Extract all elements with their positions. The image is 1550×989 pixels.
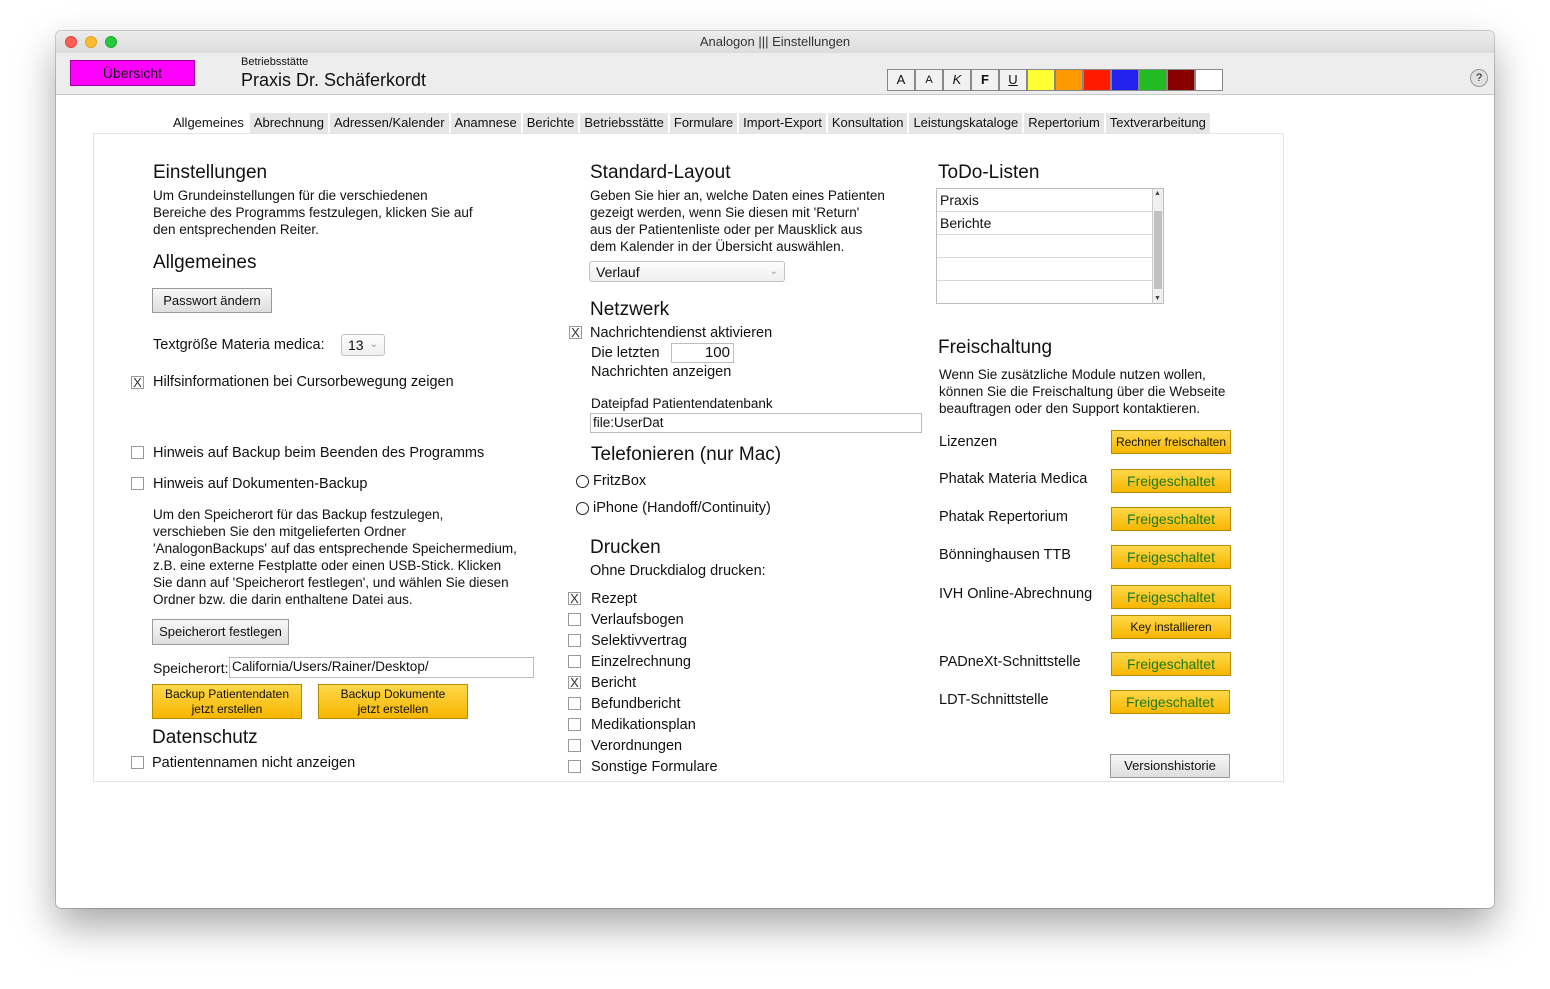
standard-layout-select[interactable] bbox=[589, 261, 785, 282]
textgroesse-value: 13 bbox=[348, 337, 364, 353]
tab-anamnese[interactable]: Anamnese bbox=[451, 113, 521, 133]
tab-import-export[interactable]: Import-Export bbox=[739, 113, 826, 133]
tab-leistungskataloge[interactable]: Leistungskataloge bbox=[909, 113, 1022, 133]
key-installieren-button[interactable]: Key installieren bbox=[1111, 615, 1231, 639]
tab-adressen-kalender[interactable]: Adressen/Kalender bbox=[330, 113, 449, 133]
standard-layout-text-line: Geben Sie hier an, welche Daten eines Patienten bbox=[590, 188, 885, 203]
font-size-large-button[interactable]: A bbox=[887, 69, 915, 91]
betriebsstaette-name: Praxis Dr. Schäferkordt bbox=[241, 70, 427, 90]
zoom-window-button[interactable] bbox=[105, 36, 117, 48]
module-label-phatak-rep: Phatak Repertorium bbox=[939, 509, 1068, 525]
scroll-down-icon[interactable]: ▼ bbox=[1154, 295, 1161, 302]
todo-item[interactable] bbox=[937, 281, 1153, 304]
allgemeines-title: Allgemeines bbox=[153, 252, 257, 273]
speicherort-text bbox=[153, 506, 517, 608]
hilfsinformationen-checkbox[interactable]: X bbox=[131, 376, 144, 389]
module-status-phatak-rep[interactable]: Freigeschaltet bbox=[1111, 507, 1231, 531]
einstellungen-text-line: Um Grundeinstellungen für die verschiedenen bbox=[153, 188, 428, 203]
chevron-down-icon: ⌄ bbox=[369, 339, 378, 350]
einstellungen-title: Einstellungen bbox=[153, 162, 268, 183]
todo-scrollbar[interactable] bbox=[1152, 189, 1163, 303]
color-swatch-green[interactable] bbox=[1139, 69, 1167, 91]
versionshistorie-button[interactable]: Versionshistorie bbox=[1110, 754, 1230, 778]
tab-betriebsstaette[interactable]: Betriebsstätte bbox=[580, 113, 668, 133]
einstellungen-text-line: den entsprechenden Reiter. bbox=[153, 222, 319, 237]
lizenzen-label: Lizenzen bbox=[939, 434, 998, 450]
tab-konsultation[interactable]: Konsultation bbox=[828, 113, 908, 133]
dokumenten-backup-label: Hinweis auf Dokumenten-Backup bbox=[153, 476, 368, 492]
dateipfad-label: Dateipfad Patientendatenbank bbox=[591, 396, 773, 411]
drucken-verlaufsbogen-label: Verlaufsbogen bbox=[591, 612, 684, 628]
tab-abrechnung[interactable]: Abrechnung bbox=[250, 113, 328, 133]
close-window-button[interactable] bbox=[65, 36, 77, 48]
rechner-freischalten-button[interactable]: Rechner freischalten bbox=[1111, 430, 1231, 454]
module-status-padnext[interactable]: Freigeschaltet bbox=[1111, 652, 1231, 676]
scroll-up-icon[interactable]: ▲ bbox=[1154, 190, 1161, 197]
hilfsinformationen-label: Hilfsinformationen bei Cursorbewegung zeigen bbox=[153, 374, 454, 390]
standard-layout-title: Standard-Layout bbox=[590, 162, 731, 183]
module-status-boenninghausen[interactable]: Freigeschaltet bbox=[1111, 545, 1231, 569]
drucken-bericht-label: Bericht bbox=[591, 675, 637, 691]
nachrichtendienst-label: Nachrichtendienst aktivieren bbox=[590, 325, 773, 341]
window-title: Analogon ||| Einstellungen bbox=[699, 34, 851, 49]
drucken-sonstige-checkbox[interactable] bbox=[568, 760, 581, 773]
todo-scroll-thumb[interactable] bbox=[1154, 211, 1162, 289]
standard-layout-value: Verlauf bbox=[596, 264, 640, 280]
app-window bbox=[56, 31, 1494, 908]
drucken-einzelrechnung-checkbox[interactable] bbox=[568, 655, 581, 668]
backup-patientendaten-button[interactable] bbox=[152, 684, 302, 719]
betriebsstaette-label: Betriebsstätte bbox=[241, 56, 309, 68]
italic-button[interactable]: K bbox=[943, 69, 971, 91]
todo-title: ToDo-Listen bbox=[938, 162, 1040, 183]
underline-button[interactable]: U bbox=[999, 69, 1027, 91]
module-label-ldt: LDT-Schnittstelle bbox=[939, 692, 1049, 708]
drucken-rezept-checkbox[interactable]: X bbox=[568, 592, 581, 605]
drucken-bericht-checkbox[interactable]: X bbox=[568, 676, 581, 689]
speicherort-text-line: verschieben Sie den mitgelieferten Ordner bbox=[153, 524, 406, 539]
speicherort-text-line: Sie dann auf 'Speicherort festlegen', und wählen Sie diesen bbox=[153, 575, 509, 590]
todo-item[interactable] bbox=[937, 258, 1153, 281]
nachrichtendienst-checkbox[interactable]: X bbox=[569, 326, 582, 339]
uebersicht-button[interactable]: Übersicht bbox=[70, 60, 195, 86]
drucken-rezept-label: Rezept bbox=[591, 591, 637, 607]
backup-beenden-label: Hinweis auf Backup beim Beenden des Programms bbox=[153, 445, 485, 461]
dokumenten-backup-checkbox[interactable] bbox=[131, 477, 144, 490]
chevron-down-icon: ⌄ bbox=[769, 266, 778, 277]
drucken-verordnungen-label: Verordnungen bbox=[591, 738, 683, 754]
todo-list bbox=[936, 188, 1164, 304]
backup-beenden-checkbox[interactable] bbox=[131, 446, 144, 459]
tab-textverarbeitung[interactable]: Textverarbeitung bbox=[1106, 113, 1210, 133]
nachrichten-anzeigen-label: Nachrichten anzeigen bbox=[591, 364, 732, 380]
color-swatch-yellow[interactable] bbox=[1027, 69, 1055, 91]
settings-tabs bbox=[169, 113, 1212, 133]
iphone-label: iPhone (Handoff/Continuity) bbox=[593, 500, 771, 516]
module-label-ivh: IVH Online-Abrechnung bbox=[939, 586, 1093, 602]
module-label-boenninghausen: Bönninghausen TTB bbox=[939, 547, 1071, 563]
bold-button[interactable]: F bbox=[971, 69, 999, 91]
freischaltung-text-line: können Sie die Freischaltung über die Webseite bbox=[939, 384, 1226, 399]
drucken-sonstige-label: Sonstige Formulare bbox=[591, 759, 718, 775]
help-button[interactable]: ? bbox=[1470, 69, 1488, 87]
drucken-verordnungen-checkbox[interactable] bbox=[568, 739, 581, 752]
standard-layout-text-line: aus der Patientenliste oder per Mausklick aus bbox=[590, 222, 863, 237]
dateipfad-field[interactable]: file:UserDat bbox=[590, 413, 922, 433]
freischaltung-title: Freischaltung bbox=[938, 337, 1053, 358]
speicherort-text-line: Ordner bzw. die darin enthaltene Datei aus. bbox=[153, 592, 413, 607]
todo-item[interactable] bbox=[937, 235, 1153, 258]
header-bar bbox=[56, 53, 1494, 95]
module-status-ivh[interactable]: Freigeschaltet bbox=[1111, 585, 1231, 609]
color-swatch-orange[interactable] bbox=[1055, 69, 1083, 91]
einstellungen-text-line: Bereiche des Programms festzulegen, klicken Sie auf bbox=[153, 205, 473, 220]
title-bar bbox=[56, 31, 1494, 53]
fritzbox-radio[interactable] bbox=[576, 475, 589, 488]
drucken-verlaufsbogen-checkbox[interactable] bbox=[568, 613, 581, 626]
die-letzten-label: Die letzten bbox=[591, 345, 660, 361]
backup-dokumente-button[interactable] bbox=[318, 684, 468, 719]
patientennamen-label: Patientennamen nicht anzeigen bbox=[152, 755, 356, 771]
drucken-selektivvertrag-label: Selektivvertrag bbox=[591, 633, 687, 649]
fritzbox-label: FritzBox bbox=[593, 473, 647, 489]
todo-item[interactable]: Berichte bbox=[937, 212, 1153, 235]
drucken-befundbericht-checkbox[interactable] bbox=[568, 697, 581, 710]
speicherort-field[interactable]: California/Users/Rainer/Desktop/ bbox=[229, 657, 534, 678]
freischaltung-text bbox=[939, 366, 1225, 417]
drucken-selektivvertrag-checkbox[interactable] bbox=[568, 634, 581, 647]
module-status-phatak-mm[interactable]: Freigeschaltet bbox=[1111, 469, 1231, 493]
patientennamen-checkbox[interactable] bbox=[131, 756, 144, 769]
backup-dokumente-label-line: jetzt erstellen bbox=[357, 702, 429, 716]
module-label-padnext: PADneXt-Schnittstelle bbox=[939, 654, 1081, 670]
drucken-medikationsplan-checkbox[interactable] bbox=[568, 718, 581, 731]
module-status-ldt[interactable]: Freigeschaltet bbox=[1110, 690, 1230, 714]
minimize-window-button[interactable] bbox=[85, 36, 97, 48]
textgroesse-label: Textgröße Materia medica: bbox=[153, 337, 325, 353]
einstellungen-text bbox=[153, 187, 473, 238]
drucken-befundbericht-label: Befundbericht bbox=[591, 696, 681, 712]
passwort-aendern-button[interactable]: Passwort ändern bbox=[152, 288, 272, 313]
settings-panel bbox=[93, 133, 1284, 782]
netzwerk-title: Netzwerk bbox=[590, 299, 670, 320]
standard-layout-text-line: dem Kalender in der Übersicht auswählen. bbox=[590, 239, 845, 254]
standard-layout-text bbox=[590, 187, 885, 255]
color-swatch-white[interactable] bbox=[1195, 69, 1223, 91]
backup-patientendaten-label-line: jetzt erstellen bbox=[191, 702, 263, 716]
drucken-title: Drucken bbox=[590, 537, 661, 558]
module-label-phatak-mm: Phatak Materia Medica bbox=[939, 471, 1088, 487]
color-swatch-darkred[interactable] bbox=[1167, 69, 1195, 91]
standard-layout-text-line: gezeigt werden, wenn Sie diesen mit 'Return' bbox=[590, 205, 860, 220]
tab-formulare[interactable]: Formulare bbox=[670, 113, 737, 133]
todo-item[interactable]: Praxis bbox=[937, 189, 1153, 212]
die-letzten-field[interactable]: 100 bbox=[671, 343, 734, 363]
font-size-small-button[interactable]: A bbox=[915, 69, 943, 91]
telefonieren-title: Telefonieren (nur Mac) bbox=[591, 444, 782, 465]
speicherort-text-line: Um den Speicherort für das Backup festzulegen, bbox=[153, 507, 444, 522]
color-swatch-blue[interactable] bbox=[1111, 69, 1139, 91]
freischaltung-text-line: Wenn Sie zusätzliche Module nutzen wollen, bbox=[939, 367, 1206, 382]
textgroesse-select[interactable] bbox=[341, 334, 385, 356]
freischaltung-text-line: beauftragen oder den Support kontaktieren. bbox=[939, 401, 1201, 416]
color-swatch-red[interactable] bbox=[1083, 69, 1111, 91]
datenschutz-title: Datenschutz bbox=[152, 727, 258, 748]
drucken-medikationsplan-label: Medikationsplan bbox=[591, 717, 696, 733]
backup-dokumente-label-line: Backup Dokumente bbox=[340, 687, 446, 701]
speicherort-festlegen-button[interactable]: Speicherort festlegen bbox=[152, 619, 289, 645]
speicherort-text-line: z.B. eine externe Festplatte oder einen USB-Stick. Klicken bbox=[153, 558, 502, 573]
backup-patientendaten-label-line: Backup Patientendaten bbox=[164, 687, 290, 701]
tab-berichte[interactable]: Berichte bbox=[523, 113, 579, 133]
tab-repertorium[interactable]: Repertorium bbox=[1024, 113, 1104, 133]
speicherort-label: Speicherort: bbox=[153, 660, 229, 676]
drucken-einzelrechnung-label: Einzelrechnung bbox=[591, 654, 691, 670]
tab-allgemeines[interactable]: Allgemeines bbox=[169, 113, 248, 133]
iphone-radio[interactable] bbox=[576, 502, 589, 515]
drucken-subtitle: Ohne Druckdialog drucken: bbox=[590, 563, 766, 579]
speicherort-text-line: 'AnalogonBackups' auf das entsprechende Speichermedium, bbox=[153, 541, 517, 556]
